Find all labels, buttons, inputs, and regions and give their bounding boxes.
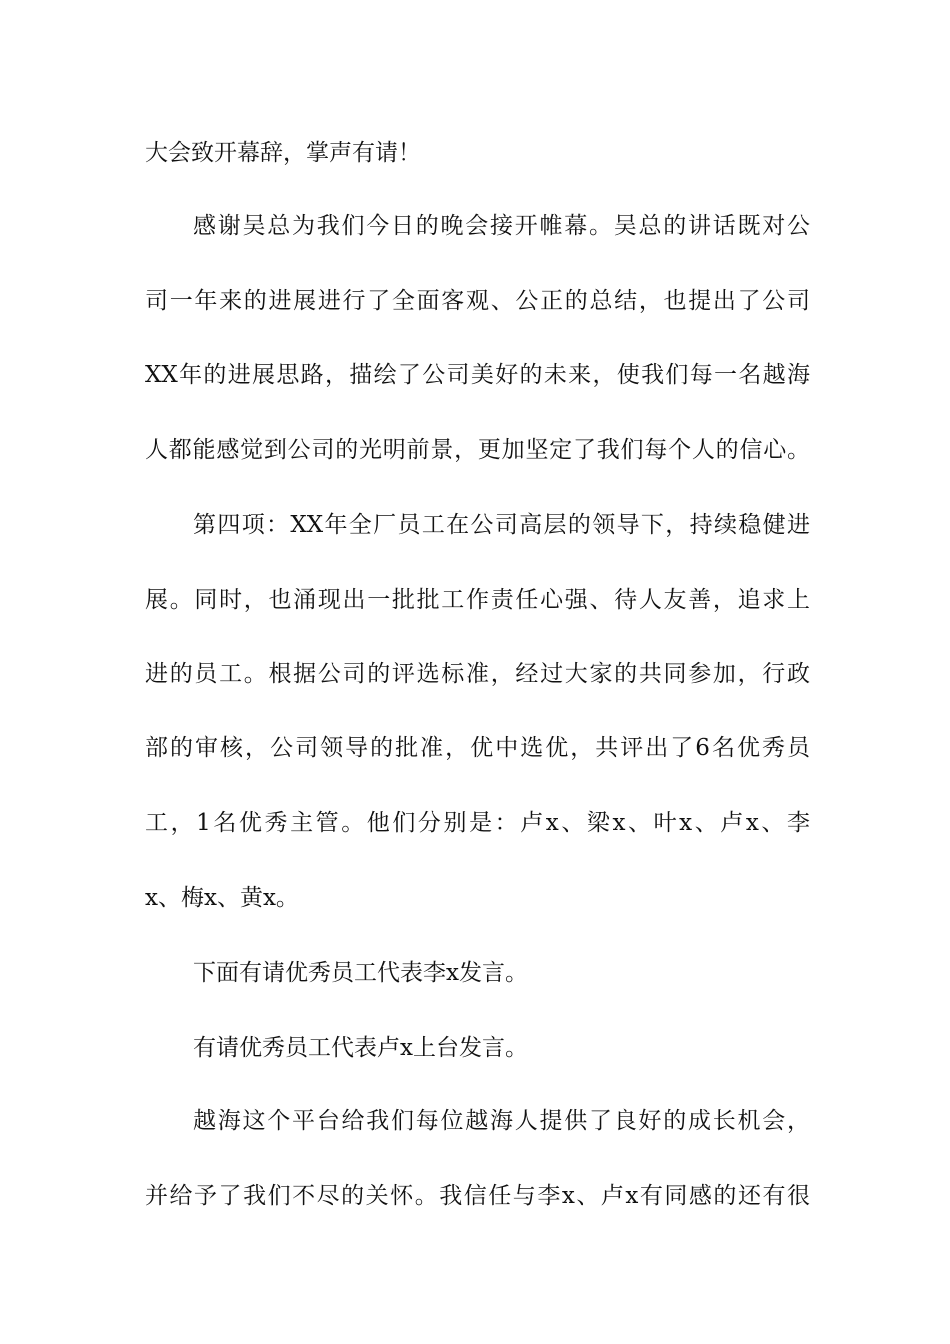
text-line: 人都能感觉到公司的光明前景，更加坚定了我们每个人的信心。 xyxy=(145,437,810,463)
text-line: XX年的进展思路，描绘了公司美好的未来，使我们每一名越海 xyxy=(145,362,810,388)
text-line: 展。同时，也涌现出一批批工作责任心强、待人友善，追求上 xyxy=(145,587,810,613)
text-line: 并给予了我们不尽的关怀。我信任与李x、卢x有同感的还有很 xyxy=(145,1183,810,1209)
text-line: 大会致开幕辞，掌声有请！ xyxy=(145,140,421,166)
text-line: x、梅x、黄x。 xyxy=(145,885,299,911)
text-line: 部的审核，公司领导的批准，优中选优，共评出了6名优秀员 xyxy=(145,735,810,761)
paragraph-first-line: 越海这个平台给我们每位越海人提供了良好的成长机会， xyxy=(193,1108,810,1134)
paragraph-first-line: 有请优秀员工代表卢x上台发言。 xyxy=(193,1035,528,1061)
paragraph-first-line: 第四项：XX年全厂员工在公司高层的领导下，持续稳健进 xyxy=(193,512,810,538)
text-line: 工，1名优秀主管。他们分别是：卢x、梁x、叶x、卢x、李 xyxy=(145,810,810,836)
text-line: 进的员工。根据公司的评选标准，经过大家的共同参加，行政 xyxy=(145,661,810,687)
paragraph-first-line: 感谢吴总为我们今日的晚会接开帷幕。吴总的讲话既对公 xyxy=(193,213,810,239)
paragraph-first-line: 下面有请优秀员工代表李x发言。 xyxy=(193,960,528,986)
text-line: 司一年来的进展进行了全面客观、公正的总结，也提出了公司 xyxy=(145,288,810,314)
